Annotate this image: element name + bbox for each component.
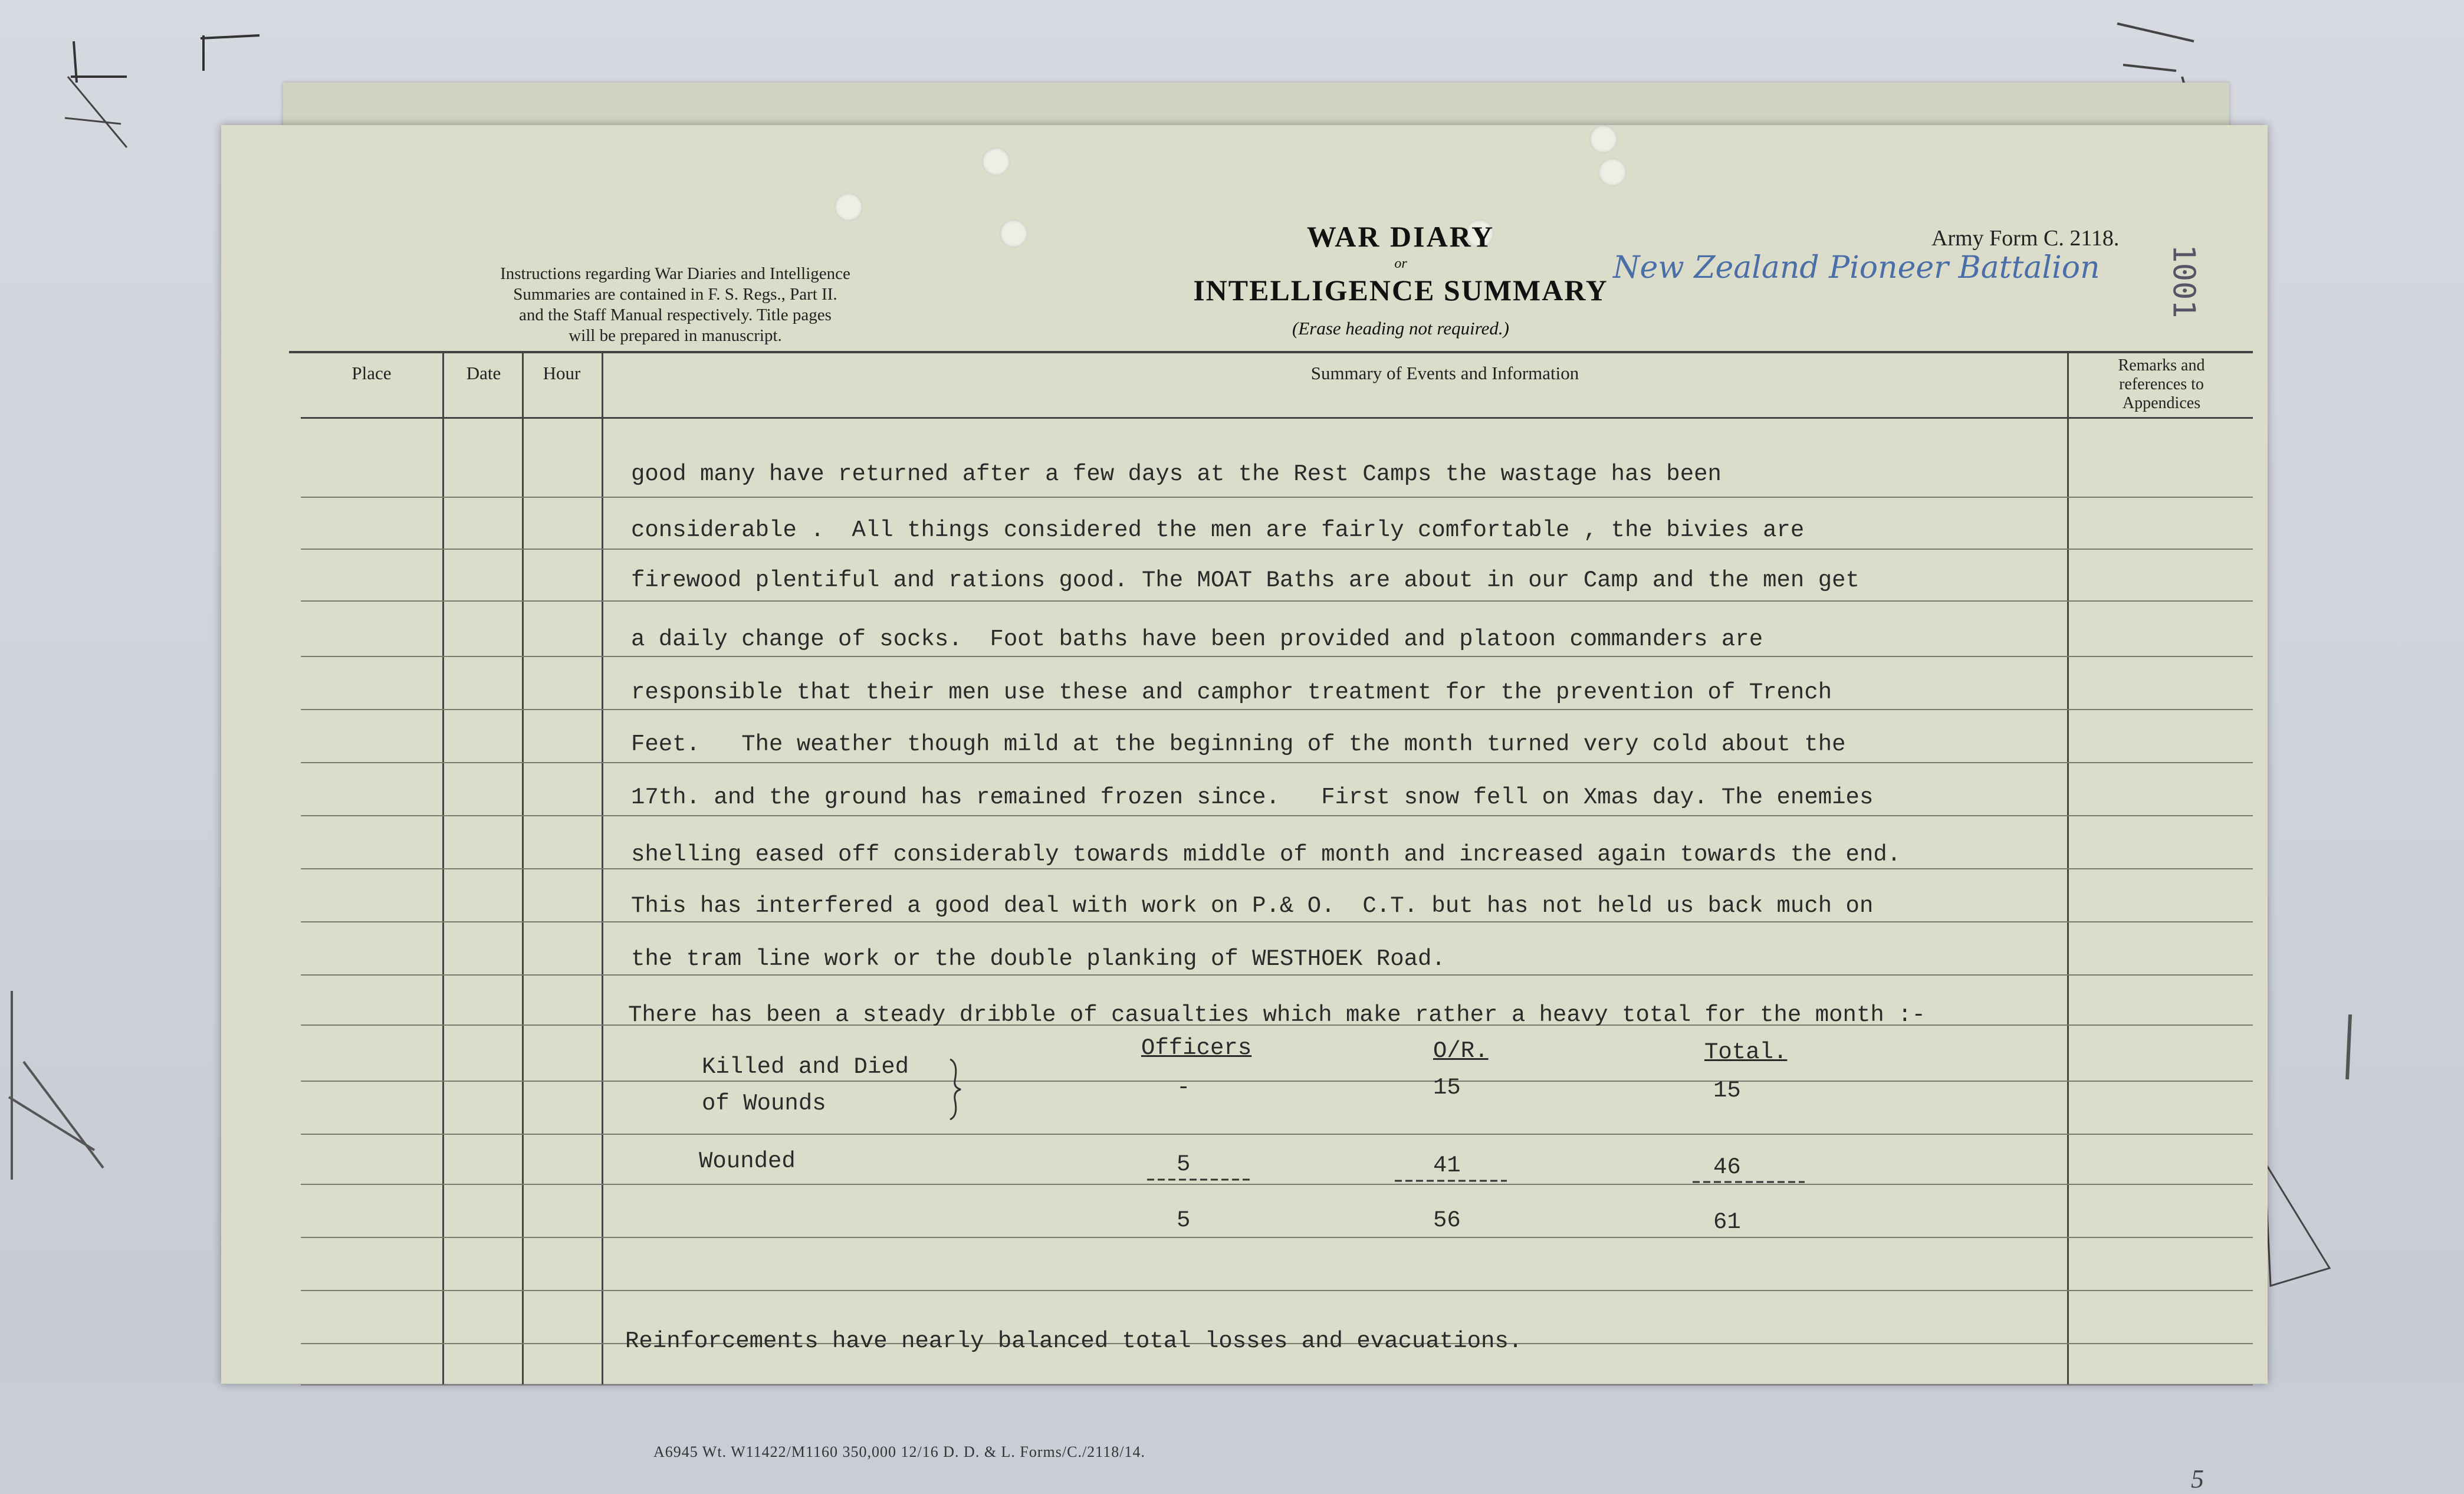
ruled-line <box>301 921 2253 922</box>
corner-mark: 5 <box>2191 1465 2204 1493</box>
ruled-line <box>301 1290 2253 1291</box>
ruled-line <box>301 762 2253 763</box>
diary-line: This has interfered a good deal with work on P.& O. C.T. but has not held us back much on <box>631 893 1874 919</box>
punch-hole <box>1000 219 1028 248</box>
diary-line: There has been a steady dribble of casualties which make rather a heavy total for the month :- <box>628 1002 1926 1028</box>
diary-line: good many have returned after a few days at the Rest Camps the wastage has been <box>631 461 1721 487</box>
header-top-rule <box>289 351 2253 353</box>
army-form-number: Army Form C. 2118. <box>1931 226 2120 251</box>
ruled-line <box>301 868 2253 869</box>
ruled-line <box>301 1134 2253 1135</box>
killed-officers: - <box>1177 1075 1191 1101</box>
wounded-officers: 5 <box>1177 1151 1191 1177</box>
diary-line: responsible that their men use these and camphor treatment for the prevention of Trench <box>631 679 1832 705</box>
ruled-line <box>301 1384 2253 1385</box>
erase-note: (Erase heading not required.) <box>1292 318 1509 339</box>
col-hour: Hour <box>543 363 581 383</box>
ruled-line <box>301 656 2253 657</box>
wounded-or: 41 <box>1433 1152 1461 1178</box>
printer-imprint: A6945 Wt. W11422/M1160 350,000 12/16 D. D. & L. Forms/C./2118/14. <box>653 1443 1145 1460</box>
punch-hole <box>1589 125 1618 153</box>
diary-line: shelling eased off considerably towards middle of month and increased again towards the end. <box>631 842 1901 868</box>
col-date: Date <box>466 363 501 383</box>
punch-hole <box>1598 158 1627 186</box>
sum-total: 61 <box>1713 1209 1741 1235</box>
col-remarks: Remarks and references to Appendices <box>2118 356 2205 412</box>
war-diary-sheet <box>221 125 2268 1493</box>
form-subtitle: INTELLIGENCE SUMMARY <box>1193 274 1608 307</box>
diary-line: 17th. and the ground has remained frozen since. First snow fell on Xmas day. The enemies <box>631 784 1874 810</box>
casualty-header-total: Total. <box>1704 1039 1788 1065</box>
ruled-line <box>301 974 2253 976</box>
killed-total: 15 <box>1713 1078 1741 1104</box>
ruled-line <box>301 709 2253 710</box>
casualty-label-killed: Killed and Died <box>702 1054 909 1080</box>
col-summary <box>604 364 2285 382</box>
diary-line: the tram line work or the double planking of WESTHOEK Road. <box>631 946 1445 972</box>
unit-stamp: New Zealand Pioneer Battalion <box>1613 250 2100 285</box>
diary-line: a daily change of socks. Foot baths have been provided and platoon commanders are <box>631 626 1763 652</box>
form-or: or <box>1394 256 1407 271</box>
sum-dashes <box>1147 1174 1831 1186</box>
casualty-label-wounded: Wounded <box>699 1148 796 1174</box>
ruled-line <box>301 1081 2253 1082</box>
ruled-line <box>301 549 2253 550</box>
diary-line: considerable . All things considered the men are fairly comfortable , the bivies are <box>631 517 1805 543</box>
ruled-line <box>301 600 2253 602</box>
killed-or: 15 <box>1433 1075 1461 1101</box>
stamp-number: 1001 <box>2166 244 2202 318</box>
ruled-line <box>301 1237 2253 1238</box>
form-title: WAR DIARY <box>1306 220 1495 253</box>
punch-hole <box>835 193 863 221</box>
casualty-header-or: O/R. <box>1433 1038 1489 1064</box>
diary-line: Feet. The weather though mild at the beginning of the month turned very cold about the <box>631 731 1846 757</box>
brace-mark <box>947 1057 964 1122</box>
ruled-line <box>301 815 2253 816</box>
col-place: Place <box>351 363 392 383</box>
header-bottom-rule <box>301 417 2253 419</box>
diary-line: firewood plentiful and rations good. The MOAT Baths are about in our Camp and the men get <box>631 567 1860 593</box>
col-summary-label: Summary of Events and Information <box>1310 363 1579 383</box>
closing-line: Reinforcements have nearly balanced total losses and evacuations. <box>625 1328 1523 1354</box>
punch-hole <box>982 147 1010 176</box>
wounded-total: 46 <box>1713 1154 1741 1180</box>
casualty-header-officers: Officers <box>1141 1035 1252 1061</box>
ruled-line <box>301 497 2253 498</box>
instructions-note: Instructions regarding War Diaries and Intelligence Summaries are contained in F. S. Regs., Part II. and the Staff Manual respectively. Title pages will be prepared in manuscript. <box>500 264 850 345</box>
sum-or: 56 <box>1433 1207 1461 1233</box>
sum-officers: 5 <box>1177 1207 1191 1233</box>
casualty-label-killed-2: of Wounds <box>702 1091 826 1117</box>
